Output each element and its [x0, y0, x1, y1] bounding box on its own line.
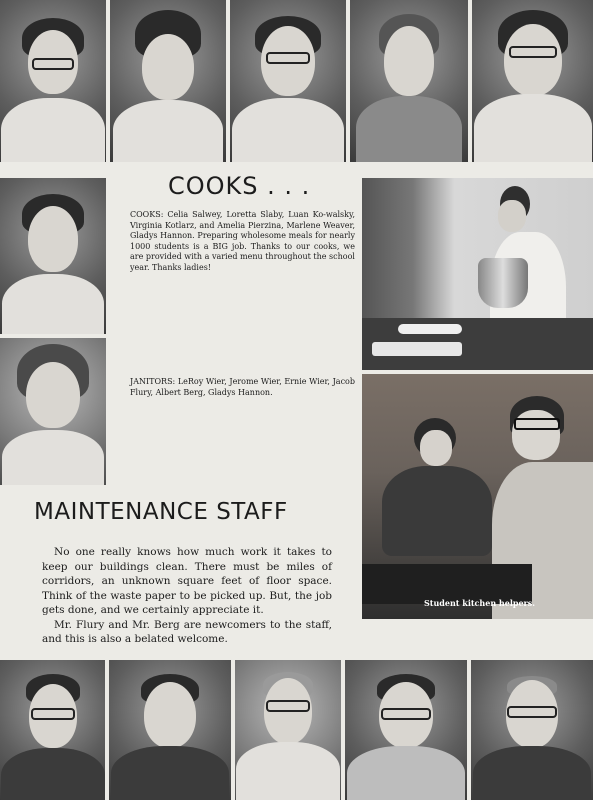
cook-portrait-6 [0, 178, 106, 334]
janitor-portrait-4 [345, 660, 467, 800]
cook-portrait-2 [110, 0, 226, 162]
janitor-portrait-2 [109, 660, 231, 800]
maintenance-paragraph-2: Mr. Flury and Mr. Berg are newcomers to the staff, and this is also a belated welcome. [42, 618, 332, 645]
cooks-heading: COOKS . . . [168, 172, 311, 200]
maintenance-paragraph-1: No one really knows how much work it takes to keep our buildings clean. There must be miles of corridors, an unknown square feet of floor space. Think of the waste paper to be picked up. But, the job gets done, and we certainly appreciate it. [42, 546, 332, 616]
janitor-portrait-3 [235, 660, 341, 800]
cook-kitchen-photo [362, 178, 593, 370]
photo-caption: Student kitchen helpers. [424, 598, 536, 608]
student-kitchen-helpers-photo [362, 374, 593, 619]
cook-portrait-5 [472, 0, 593, 162]
cook-portrait-3 [230, 0, 346, 162]
cook-portrait-1 [0, 0, 106, 162]
janitor-portrait-1 [0, 660, 105, 800]
maintenance-heading: MAINTENANCE STAFF [34, 499, 288, 525]
cook-portrait-7 [0, 338, 106, 485]
cook-portrait-4 [350, 0, 468, 162]
maintenance-body [42, 545, 332, 647]
cooks-description: COOKS: Celia Salwey, Loretta Slaby, Luan Ko-walsky, Virginia Kotlarz, and Amelia Pierzina, Marlene Weaver, Gladys Hannon. Preparing wholesome meals for nearly 1000 students is a BIG job. Thanks to our cooks, we are provided with a varied menu throughout the school year. Thanks ladies! [130, 210, 355, 272]
janitors-description: JANITORS: LeRoy Wier, Jerome Wier, Ernie Wier, Jacob Flury, Albert Berg, Gladys Hannon. [130, 377, 355, 397]
janitor-portrait-5 [471, 660, 593, 800]
